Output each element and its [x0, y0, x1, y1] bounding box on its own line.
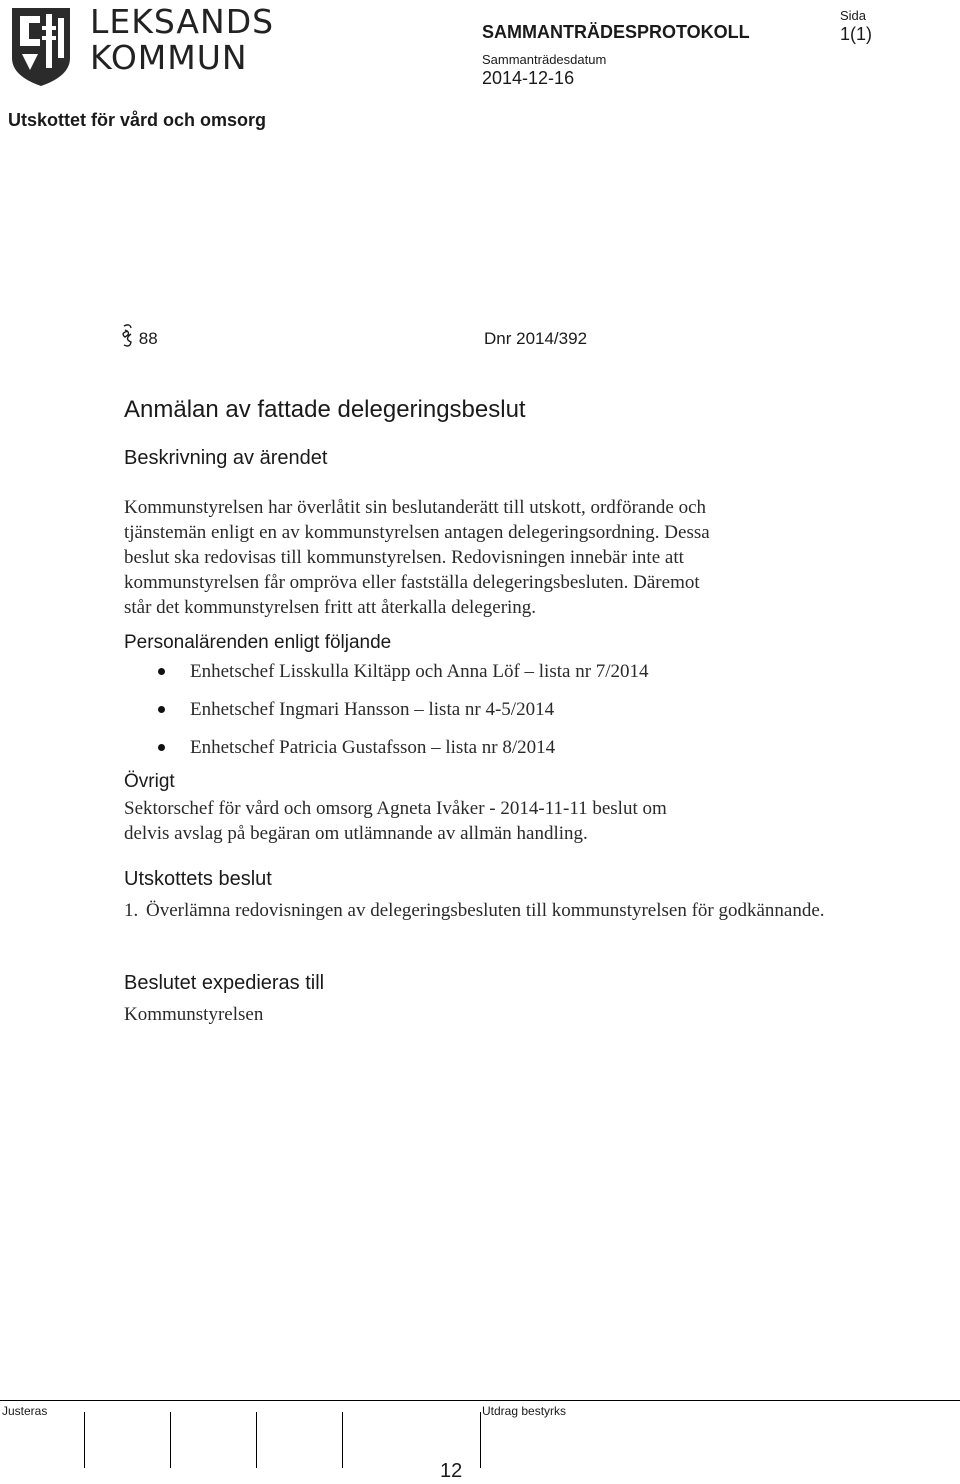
list-item: Enhetschef Lisskulla Kiltäpp och Anna Löf – lista nr 7/2014 [156, 660, 649, 698]
case-number: Dnr 2014/392 [484, 329, 588, 348]
signature-divider [256, 1412, 257, 1468]
paragraph-number-value: 88 [138, 329, 158, 348]
other-line: delvis avslag på begäran om utlämnande av allmän handling. [124, 823, 588, 844]
decision-text: Överlämna redovisningen av delegeringsbesluten till kommunstyrelsen för godkännande. [146, 900, 825, 921]
meeting-date-label: Sammanträdesdatum [482, 52, 607, 67]
dispatch-heading: Beslutet expedieras till [124, 972, 325, 994]
logo-wordmark [90, 4, 274, 76]
description-line: beslut ska redovisas till kommunstyrelsen. Redovisningen innebär inte att [124, 547, 684, 568]
document-type: SAMMANTRÄDESPROTOKOLL [482, 22, 750, 42]
section-mark-icon [122, 324, 134, 348]
committee-name: Utskottet för vård och omsorg [8, 110, 267, 130]
utdrag-label: Utdrag bestyrks [482, 1404, 567, 1418]
footer-rule [0, 1400, 960, 1401]
signature-divider [480, 1412, 481, 1468]
decision-number: 1. [124, 900, 139, 921]
description-heading: Beskrivning av ärendet [124, 447, 328, 469]
list-item: Enhetschef Patricia Gustafsson – lista nr 8/2014 [156, 736, 649, 774]
page-count: 1(1) [840, 24, 873, 44]
description-line: Kommunstyrelsen har överlåtit sin beslutanderätt till utskott, ordförande och [124, 497, 707, 518]
list-item: Enhetschef Ingmari Hansson – lista nr 4-5/2014 [156, 698, 649, 736]
meeting-date: 2014-12-16 [482, 68, 575, 88]
signature-divider [170, 1412, 171, 1468]
signature-divider [342, 1412, 343, 1468]
description-body [124, 495, 824, 620]
logo-line-1: LEKSANDS [90, 2, 275, 41]
other-line: Sektorschef för vård och omsorg Agneta Ivåker - 2014-11-11 beslut om [124, 798, 667, 819]
logo-line-2: KOMMUN [90, 38, 248, 77]
personnel-list [156, 660, 649, 774]
personnel-heading: Personalärenden enligt följande [124, 632, 392, 653]
description-line: står det kommunstyrelsen fritt att återkalla delegering. [124, 597, 537, 618]
dispatch-recipient: Kommunstyrelsen [124, 1004, 264, 1025]
other-heading: Övrigt [124, 771, 175, 792]
case-title: Anmälan av fattade delegeringsbeslut [124, 396, 526, 423]
description-line: tjänstemän enligt en av kommunstyrelsen antagen delegeringsordning. Dessa [124, 522, 710, 543]
other-body [124, 796, 824, 846]
decision-heading: Utskottets beslut [124, 868, 272, 890]
description-line: kommunstyrelsen får ompröva eller fastställa delegeringsbesluten. Däremot [124, 572, 700, 593]
municipality-logo-icon [8, 4, 74, 88]
signature-divider [84, 1412, 85, 1468]
justeras-label: Justeras [2, 1404, 48, 1418]
page-label: Sida [840, 8, 867, 23]
page-number: 12 [440, 1460, 463, 1482]
